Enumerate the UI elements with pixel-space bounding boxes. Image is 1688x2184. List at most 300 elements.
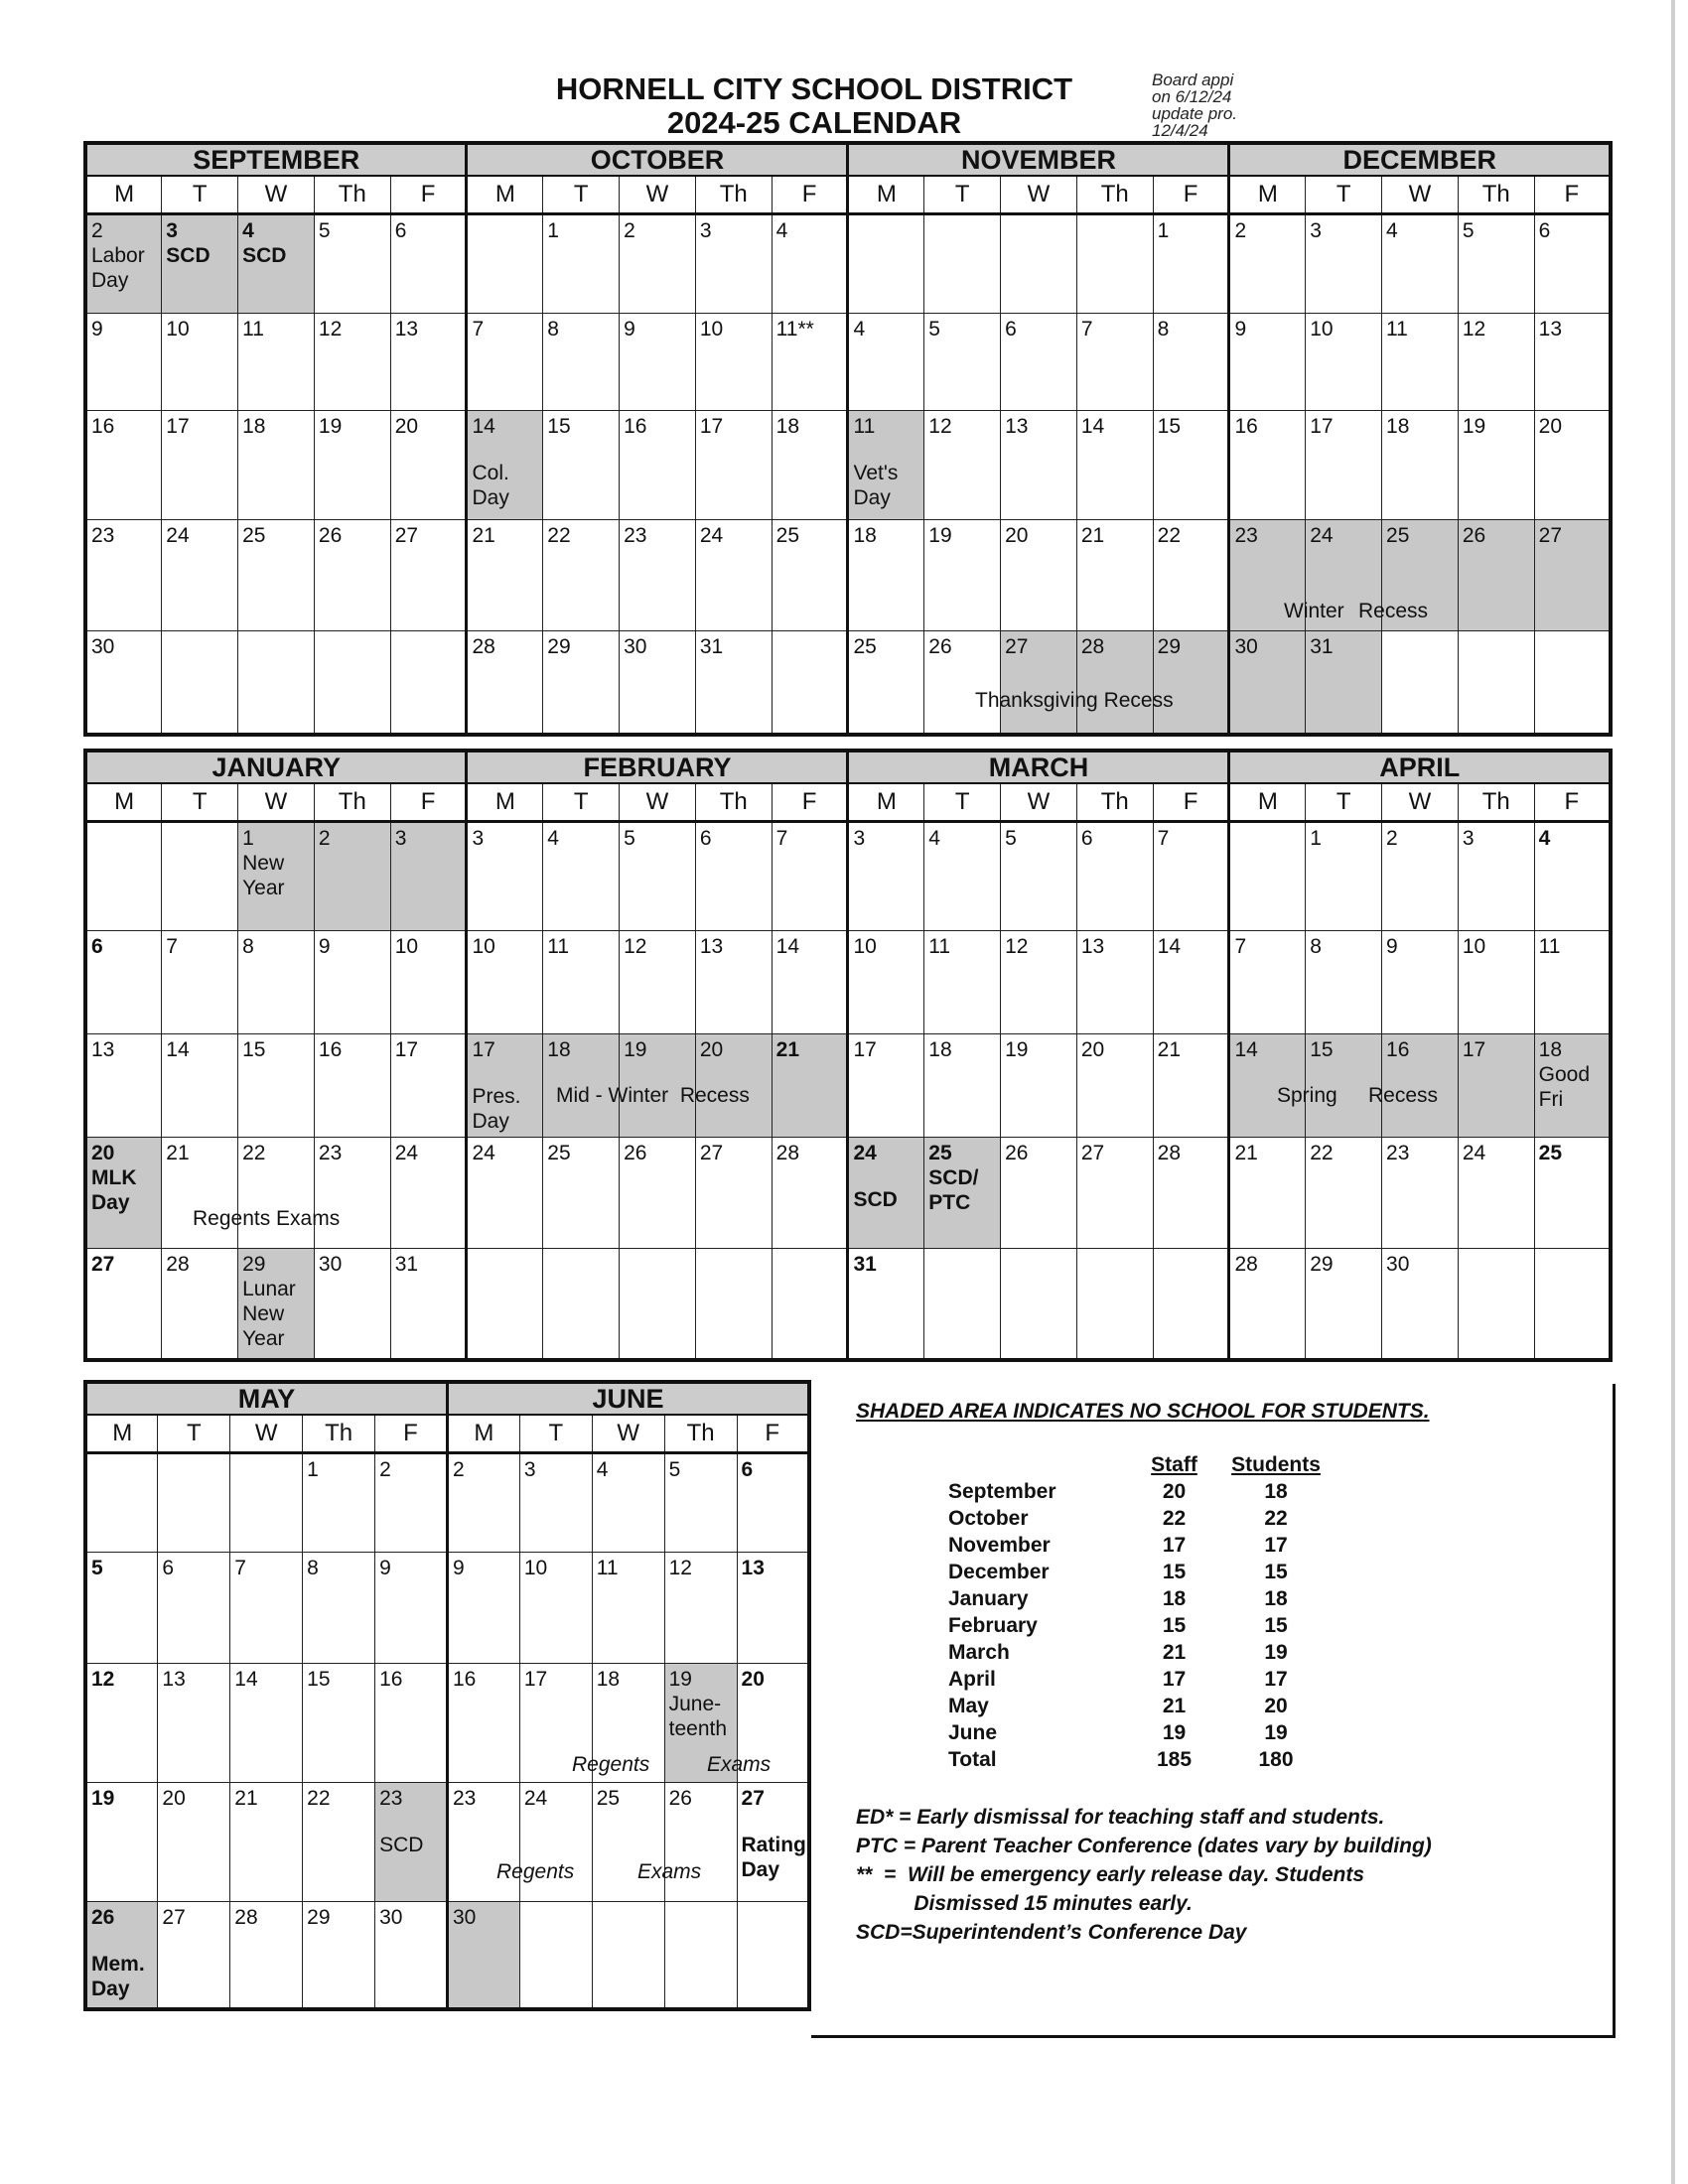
day-cell	[314, 822, 390, 931]
day-number: 17	[1462, 1038, 1486, 1061]
day-cell	[390, 314, 467, 411]
day-number: 27	[394, 524, 419, 547]
overlay-apr-recess: Recess	[1368, 1084, 1439, 1107]
day-event-label: New Year	[242, 852, 285, 899]
day-number: 17	[166, 415, 190, 438]
weekday-header: F	[390, 176, 467, 214]
day-cell	[1153, 314, 1229, 411]
day-number: 29	[242, 1253, 266, 1276]
day-cell	[158, 1453, 230, 1553]
day-number: 3	[1310, 219, 1322, 242]
day-cell	[390, 520, 467, 631]
day-cell	[1229, 631, 1306, 735]
stats-month: March	[948, 1641, 1010, 1664]
day-number: 7	[1080, 318, 1093, 341]
month-header-june: JUNE	[447, 1382, 809, 1415]
stats-month: February	[948, 1614, 1038, 1637]
day-cell	[664, 1453, 737, 1553]
weekday-header: T	[162, 176, 238, 214]
day-cell	[1306, 931, 1382, 1034]
day-number: 17	[699, 415, 724, 438]
day-number: 17	[523, 1668, 548, 1691]
day-number: 17	[394, 1038, 419, 1061]
day-number: 28	[166, 1253, 190, 1276]
weekday-header: T	[924, 176, 1001, 214]
day-cell	[314, 314, 390, 411]
weekday-header: Th	[1076, 176, 1153, 214]
overlay-exams-jun1: Exams	[707, 1753, 772, 1776]
day-number: 6	[162, 1557, 175, 1579]
day-cell	[695, 822, 772, 931]
weekday-header: M	[848, 783, 924, 822]
day-cell	[1458, 411, 1534, 520]
day-cell	[467, 1138, 543, 1249]
day-cell	[772, 1138, 848, 1249]
day-number: 6	[1080, 827, 1093, 850]
day-number: 10	[394, 935, 419, 958]
def-ptc: PTC = Parent Teacher Conference (dates vary by building)	[856, 1835, 1432, 1857]
day-number: 11	[242, 318, 264, 341]
day-number: 13	[1538, 318, 1562, 341]
day-number: 15	[1310, 1038, 1334, 1061]
day-cell	[848, 520, 924, 631]
day-cell	[1153, 1034, 1229, 1138]
month-header-november: NOVEMBER	[848, 143, 1229, 176]
month-header-september: SEPTEMBER	[85, 143, 467, 176]
day-cell	[848, 214, 924, 314]
weekday-header: W	[620, 176, 696, 214]
day-number: 11	[853, 415, 876, 438]
weekday-header: M	[447, 1415, 519, 1453]
weekday-header: T	[924, 783, 1001, 822]
day-number: 23	[452, 1787, 477, 1810]
stats-students: 19	[1264, 1721, 1288, 1744]
day-cell	[1153, 822, 1229, 931]
day-number: 25	[596, 1787, 621, 1810]
day-number: 14	[1157, 935, 1182, 958]
table-row	[948, 1719, 1331, 1746]
day-number: 25	[928, 1142, 952, 1164]
weekday-header: F	[737, 1415, 809, 1453]
day-number: 9	[1234, 318, 1247, 341]
day-number: 9	[318, 935, 331, 958]
stats-students-header: Students	[1231, 1453, 1321, 1476]
day-number: 30	[318, 1253, 343, 1276]
day-number: 30	[91, 635, 115, 658]
day-number: 21	[1080, 524, 1105, 547]
day-number: 25	[1386, 524, 1410, 547]
day-number: 7	[775, 827, 788, 850]
day-cell	[924, 314, 1001, 411]
day-cell	[85, 1249, 162, 1360]
day-event-label: SCD/ PTC	[928, 1166, 979, 1214]
day-number: 21	[234, 1787, 258, 1810]
shaded-area-note: SHADED AREA INDICATES NO SCHOOL FOR STUDENTS.	[856, 1400, 1430, 1423]
day-number: 25	[547, 1142, 571, 1164]
stats-month: September	[948, 1480, 1056, 1503]
weekday-header: T	[519, 1415, 592, 1453]
day-number: 15	[547, 415, 571, 438]
day-cell	[162, 631, 238, 735]
day-number: 10	[166, 318, 190, 341]
weekday-header: M	[467, 176, 543, 214]
day-cell	[695, 631, 772, 735]
stats-staff-header: Staff	[1151, 1453, 1197, 1476]
day-number: 14	[472, 415, 495, 438]
day-cell	[664, 1902, 737, 2009]
day-cell	[162, 520, 238, 631]
day-number: 8	[242, 935, 254, 958]
day-cell	[162, 1034, 238, 1138]
day-event-label: Vet's Day	[853, 462, 899, 509]
day-number: 16	[318, 1038, 343, 1061]
day-cell	[924, 631, 1001, 735]
day-cell	[1076, 314, 1153, 411]
day-cell	[1229, 214, 1306, 314]
day-cell	[1534, 1034, 1611, 1138]
day-cell	[314, 1249, 390, 1360]
day-cell	[230, 1783, 303, 1902]
day-cell	[543, 931, 620, 1034]
day-cell	[1229, 1138, 1306, 1249]
day-cell	[85, 520, 162, 631]
day-number: 17	[853, 1038, 877, 1061]
day-cell	[737, 1453, 809, 1553]
day-number: 22	[1157, 524, 1182, 547]
day-cell	[85, 631, 162, 735]
day-number: 26	[668, 1787, 692, 1810]
day-cell	[848, 1138, 924, 1249]
day-number: 24	[166, 524, 190, 547]
day-number: 30	[624, 635, 647, 658]
day-number: 26	[928, 635, 952, 658]
weekday-header: F	[375, 1415, 448, 1453]
day-cell	[1001, 931, 1077, 1034]
day-cell	[467, 314, 543, 411]
overlay-regents-jun1: Regents	[572, 1753, 650, 1776]
day-cell	[620, 822, 696, 931]
calendar-block-summer	[83, 1380, 811, 2011]
day-number: 4	[596, 1458, 609, 1481]
day-cell	[1001, 1034, 1077, 1138]
weekday-header: T	[543, 176, 620, 214]
stats-staff: 21	[1162, 1641, 1187, 1664]
day-cell	[314, 1138, 390, 1249]
day-cell	[1534, 1249, 1611, 1360]
day-number: 12	[318, 318, 343, 341]
month-header-january: JANUARY	[85, 751, 467, 783]
day-cell	[162, 822, 238, 931]
day-cell	[1076, 822, 1153, 931]
day-cell	[924, 1034, 1001, 1138]
day-cell	[519, 1453, 592, 1553]
day-number: 4	[775, 219, 788, 242]
day-cell	[695, 520, 772, 631]
day-cell	[620, 314, 696, 411]
day-cell	[1153, 931, 1229, 1034]
day-cell	[1076, 411, 1153, 520]
day-number: 9	[452, 1557, 465, 1579]
day-cell	[467, 822, 543, 931]
day-number: 16	[379, 1668, 403, 1691]
day-cell	[1076, 931, 1153, 1034]
day-number: 4	[928, 827, 940, 850]
stats-month: October	[948, 1507, 1029, 1530]
day-cell	[1534, 520, 1611, 631]
stats-staff: 20	[1162, 1480, 1187, 1503]
day-cell	[1076, 1138, 1153, 1249]
day-cell	[924, 1138, 1001, 1249]
day-cell	[1001, 411, 1077, 520]
day-cell	[467, 520, 543, 631]
day-number: 11	[596, 1557, 619, 1579]
day-number: 29	[1157, 635, 1182, 658]
day-number: 13	[394, 318, 419, 341]
month-header-december: DECEMBER	[1229, 143, 1611, 176]
day-event-label: SCD	[166, 244, 211, 267]
day-number: 2	[318, 827, 331, 850]
day-cell	[467, 214, 543, 314]
day-cell	[543, 1138, 620, 1249]
weekday-header: T	[543, 783, 620, 822]
day-number: 25	[853, 635, 877, 658]
day-number: 24	[1310, 524, 1334, 547]
day-number: 12	[1005, 935, 1029, 958]
day-cell	[848, 631, 924, 735]
day-cell	[1458, 631, 1534, 735]
day-cell	[85, 1664, 158, 1783]
day-cell	[1153, 1249, 1229, 1360]
month-header-may: MAY	[85, 1382, 447, 1415]
overlay-regents-jun2: Regents	[496, 1860, 575, 1883]
weekday-header: M	[85, 1415, 158, 1453]
day-cell	[772, 1034, 848, 1138]
day-number: 19	[624, 1038, 647, 1061]
day-number: 30	[1386, 1253, 1410, 1276]
stats-month: November	[948, 1534, 1051, 1557]
day-number: 10	[523, 1557, 548, 1579]
day-number: 21	[1234, 1142, 1258, 1164]
day-number: 27	[1538, 524, 1562, 547]
day-number: 23	[379, 1787, 403, 1810]
day-cell	[1458, 1138, 1534, 1249]
stats-staff: 21	[1162, 1695, 1187, 1717]
district-title: HORNELL CITY SCHOOL DISTRICT	[555, 71, 1073, 106]
day-cell	[1382, 411, 1459, 520]
day-cell	[1534, 314, 1611, 411]
day-number: 4	[853, 318, 866, 341]
day-number: 8	[547, 318, 559, 341]
day-number: 30	[1234, 635, 1258, 658]
day-cell	[1458, 214, 1534, 314]
day-cell	[848, 822, 924, 931]
overlay-spring: Spring	[1277, 1084, 1337, 1107]
day-cell	[1306, 1138, 1382, 1249]
day-number: 29	[307, 1906, 331, 1929]
weekday-header: W	[592, 1415, 664, 1453]
day-number: 15	[242, 1038, 266, 1061]
stats-month: June	[948, 1721, 998, 1744]
day-cell	[1306, 314, 1382, 411]
day-number: 27	[162, 1906, 186, 1929]
day-cell	[1229, 931, 1306, 1034]
day-cell	[848, 931, 924, 1034]
day-number: 5	[668, 1458, 681, 1481]
day-cell	[390, 411, 467, 520]
day-number: 1	[547, 219, 559, 242]
day-number: 15	[1157, 415, 1182, 438]
day-cell	[375, 1553, 448, 1664]
day-cell	[390, 1249, 467, 1360]
day-cell	[848, 314, 924, 411]
day-number: 16	[91, 415, 115, 438]
weekday-header: Th	[1458, 176, 1534, 214]
day-cell	[695, 1249, 772, 1360]
day-cell	[303, 1453, 375, 1553]
day-cell	[1382, 1138, 1459, 1249]
day-cell	[924, 520, 1001, 631]
stats-staff: 17	[1162, 1668, 1187, 1691]
day-number: 7	[166, 935, 178, 958]
day-number: 19	[91, 1787, 115, 1810]
weekday-header: F	[390, 783, 467, 822]
day-number: 18	[928, 1038, 952, 1061]
day-cell	[1458, 931, 1534, 1034]
day-cell	[390, 822, 467, 931]
table-row	[948, 1612, 1331, 1639]
weekday-header: M	[85, 783, 162, 822]
day-cell	[1534, 214, 1611, 314]
day-cell	[314, 411, 390, 520]
stats-month: May	[948, 1695, 989, 1717]
day-number: 3	[1462, 827, 1475, 850]
day-number: 21	[775, 1038, 800, 1061]
weekday-header: M	[85, 176, 162, 214]
day-number: 12	[668, 1557, 692, 1579]
day-number: 13	[1080, 935, 1105, 958]
day-cell	[1153, 411, 1229, 520]
day-number: 16	[1386, 1038, 1410, 1061]
weekday-header: W	[1001, 783, 1077, 822]
day-cell	[519, 1902, 592, 2009]
day-number: 20	[1005, 524, 1029, 547]
day-number: 22	[307, 1787, 331, 1810]
day-number: 3	[472, 827, 485, 850]
day-number: 14	[1080, 415, 1105, 438]
day-cell	[85, 314, 162, 411]
day-cell	[1001, 1138, 1077, 1249]
day-cell	[1001, 1249, 1077, 1360]
day-number: 27	[699, 1142, 724, 1164]
weekday-header: T	[1306, 176, 1382, 214]
table-row	[948, 1639, 1331, 1666]
day-cell	[85, 822, 162, 931]
day-cell	[390, 931, 467, 1034]
day-number: 17	[472, 1038, 495, 1061]
overlay-thanksgiving: Thanksgiving Recess	[975, 689, 1174, 712]
overlay-dec-recess: Recess	[1358, 600, 1429, 622]
day-cell	[1306, 822, 1382, 931]
day-number: 21	[472, 524, 495, 547]
day-cell	[390, 214, 467, 314]
weekday-header: F	[1534, 176, 1611, 214]
table-row	[948, 1693, 1331, 1719]
day-cell	[1534, 1138, 1611, 1249]
day-cell	[158, 1783, 230, 1902]
day-cell	[447, 1664, 519, 1783]
day-number: 2	[379, 1458, 391, 1481]
day-number: 28	[472, 635, 495, 658]
day-number: 14	[1234, 1038, 1258, 1061]
stats-students: 20	[1264, 1695, 1288, 1717]
day-number: 31	[394, 1253, 419, 1276]
stats-students: 18	[1264, 1587, 1288, 1610]
day-cell	[467, 1034, 543, 1138]
weekday-header: M	[1229, 176, 1306, 214]
day-number: 18	[1386, 415, 1410, 438]
day-number: 1	[1157, 219, 1170, 242]
day-cell	[314, 1034, 390, 1138]
day-cell	[85, 1138, 162, 1249]
stats-staff: 185	[1156, 1748, 1193, 1771]
day-cell	[848, 411, 924, 520]
day-number: 11	[547, 935, 570, 958]
def-ed: ED* = Early dismissal for teaching staff and students.	[856, 1806, 1385, 1829]
day-event-label: MLK Day	[91, 1166, 137, 1214]
day-cell	[1076, 520, 1153, 631]
day-number: 6	[1005, 318, 1017, 341]
day-cell	[620, 1249, 696, 1360]
day-cell	[230, 1553, 303, 1664]
day-number: 7	[1234, 935, 1247, 958]
weekday-header: W	[1382, 783, 1459, 822]
day-number: 24	[523, 1787, 548, 1810]
table-row	[948, 1532, 1331, 1559]
day-number: 29	[547, 635, 571, 658]
day-cell	[924, 411, 1001, 520]
day-cell	[1001, 631, 1077, 735]
day-cell	[695, 314, 772, 411]
day-event-label: SCD	[379, 1834, 424, 1856]
day-cell	[375, 1453, 448, 1553]
day-cell	[158, 1902, 230, 2009]
day-cell	[620, 520, 696, 631]
day-event-label: Labor Day	[91, 244, 145, 292]
calendar-block-fall	[83, 141, 1613, 737]
day-event-label: SCD	[242, 244, 287, 267]
day-cell	[230, 1664, 303, 1783]
day-number: 12	[624, 935, 647, 958]
day-cell	[303, 1553, 375, 1664]
weekday-header: M	[848, 176, 924, 214]
day-number: 11	[1538, 935, 1561, 958]
day-cell	[303, 1783, 375, 1902]
day-number: 18	[596, 1668, 621, 1691]
day-number: 5	[928, 318, 940, 341]
day-number: 20	[1538, 415, 1562, 438]
day-cell	[772, 931, 848, 1034]
day-number: 9	[624, 318, 635, 341]
day-number: 27	[1080, 1142, 1105, 1164]
day-number: 10	[472, 935, 495, 958]
day-number: 26	[624, 1142, 647, 1164]
day-cell	[1382, 631, 1459, 735]
day-cell	[467, 411, 543, 520]
weekday-header: T	[1306, 783, 1382, 822]
day-number: 31	[853, 1253, 877, 1276]
stats-students: 15	[1264, 1614, 1288, 1637]
day-number: 19	[668, 1668, 692, 1691]
